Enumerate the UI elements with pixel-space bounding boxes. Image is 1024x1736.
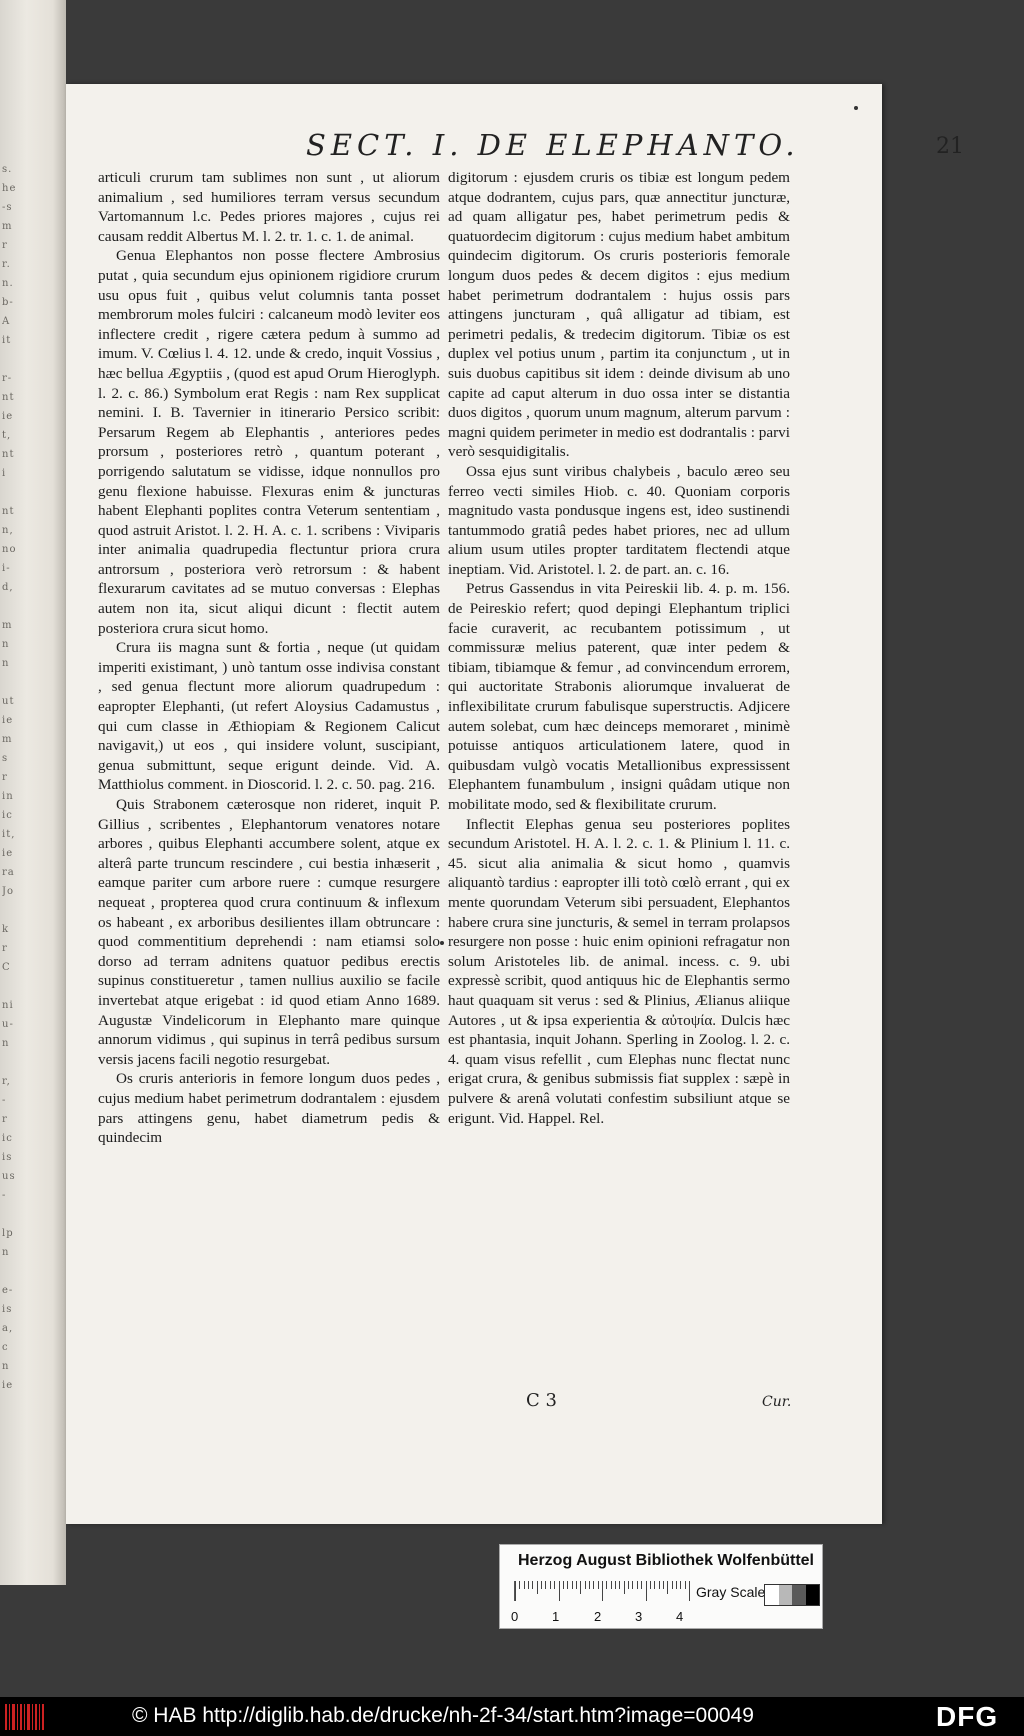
ruler-tick	[624, 1581, 625, 1594]
ruler-tick	[567, 1581, 568, 1589]
dfg-logo: DFG	[936, 1701, 999, 1732]
barcode-icon	[4, 1702, 46, 1732]
page-number: 21	[936, 134, 964, 159]
ruler-tick	[676, 1581, 677, 1589]
paragraph: Petrus Gassendus in vita Peireskii lib. 4. p. m. 156. de Peireskio refert; quod depingi Elephantum triplici facie curaverit, ac recubantem potissimum , ut commissuræ melius paterent, quæ inter pedem & tibiam, tibiamque & femur , ad convincendum errorem, qui auctoritate Strabonis aliorumque invaluerat de inflexibilitate crurum fabulisque superstructis. Adjicere autem solebat, cum hæc deinceps memoraret , minimè potuisse antiquos articulationem latere, quod in quibusdam vulgò vocatis Metallionibus expressissent Elephantem funambulum , insigni quâdam utique non mobilitate modo, sed & flexibilitate crurum.	[448, 580, 790, 813]
book-page	[66, 84, 964, 1524]
print-speck	[440, 941, 444, 945]
ruler-tick	[641, 1581, 642, 1589]
ruler-number: 4	[676, 1609, 684, 1624]
facing-page-edge	[0, 0, 66, 1585]
ruler-tick	[619, 1581, 620, 1589]
running-title: SECT. I. DE ELEPHANTO.	[306, 128, 800, 162]
ruler-number: 3	[635, 1609, 643, 1624]
ruler-tick	[615, 1581, 616, 1589]
ruler-tick	[689, 1581, 690, 1601]
ruler-number: 0	[511, 1609, 519, 1624]
gray-swatch	[765, 1585, 779, 1605]
paragraph: Genua Elephantos non posse flectere Ambrosius putat , quia secundum ejus opinionem rigidiore crurum usu opus fuit , quibus velut columnis tanta posset membrorum moles fulciri : calcaneum modò leviter eos inflectere credit , rigere cætera pedum à summo ad imum. V. Cœlius l. 4. 12. unde & credo, inquit Vossius , hæc bellua Ægyptiis , (quod est apud Orum Hieroglyph. l. 2. c. 86.) Symbolum erat Regis : nam Rex supplicat nemini. I. B. Tavernier in itinerario Persico scribit: Persarum Regem ab Elephantis , anteriores pedes prorsum , posteriores retrò , quantum poterant , porrigendo salutatum se vidisse, idque nonnullos pro genu flexione habuisse. Flexuras enim & juncturas habent Elephanti poplites contra Veterum sententiam , quod astruit Aristot. l. 2. H. A. c. 1. scribens : Viviparis inter animalia quadrupedia flectuntur priora crura antrorsum , posteriora verò retrorsum : & habent flexurarum cavitates ad se mutuo conversas : Elephas autem non ita, sicut aliqui dicunt : flectit autem posteriora crura sicut homo.	[98, 247, 440, 637]
ruler-tick	[598, 1581, 599, 1589]
ruler-tick	[585, 1581, 586, 1589]
ruler-tick	[654, 1581, 655, 1589]
ruler-tick	[532, 1581, 533, 1589]
ruler-tick	[524, 1581, 525, 1589]
paragraph: Os cruris anterioris in femore longum duos pedes , cujus medium habet perimetrum dodrantalem : ejusdem pars attingens genu, habet diametrum pedis & quindecim	[98, 1070, 440, 1147]
ruler-tick	[611, 1581, 612, 1589]
ruler-number: 2	[594, 1609, 602, 1624]
ruler-tick	[593, 1581, 594, 1589]
ruler-tick	[680, 1581, 681, 1589]
paragraph: Crura iis magna sunt & fortia , neque (ut quidam imperiti existimant, ) unò tantum osse indivisa constant , sed genua flectunt more aliorum quadrupedum : eapropter Elephanti, (ut refert Aloysius Cadamustus , qui cum classe in Æthiopiam & Regionem Calicut navigavit,) ut eos , qui insidere volunt, suscipiant, genua submittunt, seque erigunt deinde. Vid. A. Matthiolus comment. in Dioscorid. l. 2. c. 50. pag. 216.	[98, 639, 440, 794]
gray-scale-label: Gray Scale	[696, 1584, 766, 1600]
ruler-tick	[580, 1581, 581, 1594]
signature-mark: C 3	[526, 1390, 557, 1411]
ruler-tick	[672, 1581, 673, 1589]
right-column	[448, 168, 790, 1128]
ruler-tick	[602, 1581, 603, 1601]
gray-swatch	[779, 1585, 793, 1605]
ruler-tick	[650, 1581, 651, 1589]
ruler-tick	[646, 1581, 647, 1601]
left-column	[98, 168, 440, 1148]
source-url-text[interactable]: © HAB http://diglib.hab.de/drucke/nh-2f-34/start.htm?image=00049	[132, 1704, 754, 1727]
paragraph: articuli crurum tam sublimes non sunt , ut aliorum animalium , sed humiliores terram versus secundum Vartomannum l.c. Pedes priores majores , cujus rei causam reddit Albertus M. l. 2. tr. 1. c. 1. de animal.	[98, 169, 440, 245]
ruler-tick	[667, 1581, 668, 1594]
ruler-tick	[663, 1581, 664, 1589]
ruler-tick	[659, 1581, 660, 1589]
ruler-tick	[637, 1581, 638, 1589]
ruler-tick	[537, 1581, 538, 1594]
ruler-number: 1	[552, 1609, 560, 1624]
ruler-tick	[519, 1581, 520, 1589]
paragraph: Quis Strabonem cæterosque non rideret, inquit P. Gillius , scribentes , Elephantorum venatores notare arbores , quibus Elephanti accumbere solent, atque ex alterâ parte truncum rescindere , cui bestia inhæserit , eamque pariter cum arbore ruere : cumque resurgere nequeat , propterea quod crura continuum & inflexum os habeant , ex arboribus desilientes illam obtruncare : quod commentitium deprehendi : nam etiamsi solo dorso ad terram adnitens quatuor pedibus erectis supinus constitueretur , tamen nullius auxilio se facile invertebat atque erigebat : id quod etiam Anno 1689. Augustæ Vindelicorum in Elephanto mare quinque annorum vidimus , qui supinus in terrâ pedibus sursum versis jacens facili negotio resurgebat.	[98, 796, 440, 1068]
ruler-tick	[528, 1581, 529, 1589]
ruler-tick	[559, 1581, 560, 1601]
ruler-tick	[545, 1581, 546, 1589]
gray-swatches	[764, 1584, 820, 1606]
paragraph: digitorum : ejusdem cruris os tibiæ est longum pedem atque dodrantem, cujus pars, quæ annectitur juncturæ, ad quam alligatur pes, habet perimetrum pedis & quatuordecim digitorum : cujus medium habet ambitum quindecim digitorum. Os cruris posterioris femorale longum duos pedes & decem digitos : ejus medium habet perimetrum dodrantalem : hujus ossis pars attingens juncturam , quâ alligatur ad tibiam, est perimetri pedalis, & tredecim digitorum. Tibiæ os est duplex vel potius unum , partim ita conjunctum , ut in suis duobus capitibus sit idem : deinde divisum ab uno capite ad caput alterum in duo ossa inter se distantia duos digitos , quorum unum magnum, alterum parvum : magni quidem perimeter in medio est dodrantalis : parvi verò sesquidigitalis.	[448, 169, 790, 461]
facing-page-bleed-text: s. he -s m r r. n. b- A it r- nt ie t, nt i nt n, no i- d, m n n ut ie m s r in ic it, ie ra Jo k r C ni u- n r, - r ic is us - lp n e- is a, c n ie	[2, 164, 17, 1391]
ruler-tick	[515, 1581, 516, 1601]
ruler	[514, 1581, 690, 1601]
ruler-tick	[554, 1581, 555, 1589]
ruler-tick	[541, 1581, 542, 1589]
color-scale-card	[499, 1544, 823, 1629]
ruler-tick	[550, 1581, 551, 1589]
ruler-tick	[576, 1581, 577, 1589]
ruler-tick	[606, 1581, 607, 1589]
catchword: Cur.	[762, 1394, 792, 1410]
paragraph: Inflectit Elephas genua seu posteriores poplites secundum Aristotel. H. A. l. 2. c. 1. & Plinium l. 11. c. 45. sicut alia animalia & sicut homo , quamvis aliquantò tardius : eapropter illi totò cœlò errant , qui ex mente quorundam Veterum sibi persuadent, Elephantos habere crura sine juncturis, & semel in terram prolapsos resurgere non posse : huic enim opinioni refragatur non solum Aristoteles lib. de animal. incess. c. 9. ubi expressè scribit, quod antiquus hic de Elephantis sermo haut quaquam sit verus : sed & Plinius, Ælianus aliique Autores , ut & ipsa experientia & αὐτοψία. Dulcis hæc est phantasia, inquit Johann. Sperling in Zoolog. l. 2. c. 4. quam visus refellit , cum Elephas nunc flectat nunc erigat crura, & genibus submissis fiat supplex : sæpè in pulvere & arenâ volutati confestim subsiliunt atque se erigunt. Vid. Happel. Rel.	[448, 815, 790, 1127]
footer-bar	[0, 1697, 1024, 1736]
gray-swatch	[792, 1585, 806, 1605]
institution-name: Herzog August Bibliothek Wolfenbüttel	[518, 1552, 814, 1569]
ruler-tick	[628, 1581, 629, 1589]
paragraph: Ossa ejus sunt viribus chalybeis , baculo æreo seu ferreo vecti similes Hiob. c. 40. Quoniam corporis magnitudo vasta pondusque ingens est, ideo sustinendi tantummodo gratiâ pedes habet priores, nec ad ullum alium usum utiles propter tarditatem flectendi atque ineptiam. Vid. Aristotel. l. 2. de part. an. c. 16.	[448, 462, 790, 578]
ruler-tick	[572, 1581, 573, 1589]
ruler-tick	[632, 1581, 633, 1589]
ruler-tick	[589, 1581, 590, 1589]
gray-swatch	[806, 1585, 820, 1605]
running-head	[236, 128, 964, 168]
ruler-tick	[563, 1581, 564, 1589]
ruler-tick	[685, 1581, 686, 1589]
print-speck	[854, 106, 858, 110]
